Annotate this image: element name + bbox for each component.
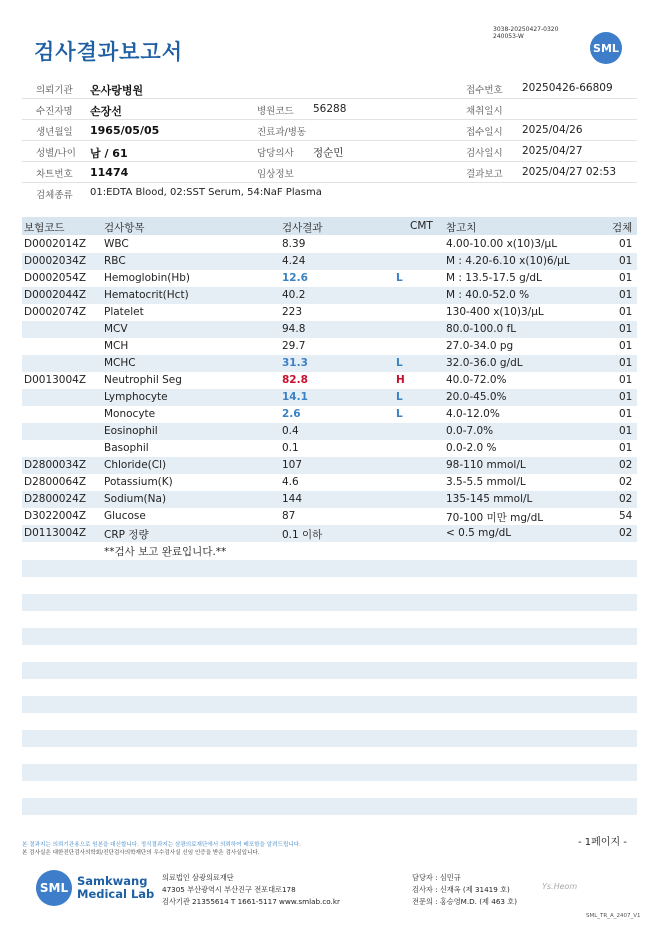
result-row [22, 253, 637, 270]
info-row [22, 162, 637, 183]
result-row [22, 236, 637, 253]
result-ref: 4.00-10.00 x(10)3/μL [446, 238, 558, 250]
result-item: CRP 정량 [104, 529, 149, 541]
report-value: 2025/04/27 02:53 [522, 166, 617, 178]
result-row [22, 287, 637, 304]
result-spec: 02 [619, 476, 633, 488]
result-code: D0002014Z [24, 238, 87, 250]
col-cmt: CMT [410, 220, 433, 232]
result-item: MCHC [104, 357, 136, 369]
result-item: Basophil [104, 442, 149, 454]
result-code: D0002044Z [24, 289, 87, 301]
specimen-label: 검체종류 [36, 190, 73, 201]
result-item: RBC [104, 255, 126, 267]
result-spec: 01 [619, 323, 633, 335]
receipt-date-label: 접수일시 [466, 127, 503, 138]
result-ref: M : 40.0-52.0 % [446, 289, 530, 301]
results-table [22, 236, 637, 559]
footer-notes [22, 841, 301, 857]
result-row [22, 491, 637, 508]
result-value: 40.2 [282, 289, 306, 301]
empty-row [22, 696, 637, 713]
staff-line3: 전문의 : 홍승영M.D. (제 463 호) [412, 897, 518, 906]
result-row [22, 355, 637, 372]
info-row [22, 183, 637, 204]
receipt-no-value: 20250426-66809 [522, 82, 613, 94]
empty-row [22, 730, 637, 747]
col-code: 보험코드 [24, 222, 65, 234]
doctor-value: 정순민 [313, 147, 344, 159]
test-date-value: 2025/04/27 [522, 145, 583, 157]
samkwang-logo-text [77, 875, 154, 901]
result-ref: M : 4.20-6.10 x(10)6/μL [446, 255, 570, 267]
result-value: 4.6 [282, 476, 299, 488]
result-row [22, 440, 637, 457]
result-item: MCV [104, 323, 128, 335]
result-code: D0113004Z [24, 527, 87, 539]
chart-label: 차트번호 [36, 169, 73, 180]
result-row [22, 508, 637, 525]
result-item: Monocyte [104, 408, 156, 420]
doctor-label: 담당의사 [257, 148, 294, 159]
result-spec: 01 [619, 357, 633, 369]
footer-note1: 본 결과지는 의뢰기관용으로 원본을 대신합니다. 정식결과지는 삼광의료재단에서 의뢰하여 배포함을 알려드립니다. [22, 842, 301, 848]
page-number: - 1페이지 - [578, 837, 627, 848]
result-ref: 40.0-72.0% [446, 374, 507, 386]
result-item: WBC [104, 238, 129, 250]
result-flag: L [396, 357, 403, 369]
col-item: 검사항목 [104, 222, 145, 234]
result-ref: 4.0-12.0% [446, 408, 500, 420]
document-code [493, 26, 558, 40]
result-row [22, 372, 637, 389]
addr-line2: 47305 부산광역시 부산진구 전포대로178 [162, 885, 296, 894]
result-value: 94.8 [282, 323, 306, 335]
dob-value: 1965/05/05 [90, 124, 160, 137]
result-flag: L [396, 391, 403, 403]
samkwang-logo [36, 870, 154, 906]
result-item: MCH [104, 340, 129, 352]
hospital-code-label: 병원코드 [257, 106, 294, 117]
result-spec: 01 [619, 238, 633, 250]
result-value: 87 [282, 510, 296, 522]
patient-label: 수진자명 [36, 106, 73, 117]
result-value: 82.8 [282, 374, 308, 386]
result-ref: 135-145 mmol/L [446, 493, 533, 505]
dob-label: 생년월일 [36, 127, 73, 138]
result-item: Eosinophil [104, 425, 158, 437]
result-item: Platelet [104, 306, 144, 318]
result-item: Neutrophil Seg [104, 374, 182, 386]
chart-value: 11474 [90, 166, 129, 179]
page-title: 검사결과보고서 [34, 40, 184, 64]
result-ref: 27.0-34.0 pg [446, 340, 514, 352]
test-date-label: 검사일시 [466, 148, 503, 159]
samkwang-logo-circle: SML [36, 870, 72, 906]
result-spec: 01 [619, 425, 633, 437]
info-row [22, 141, 637, 162]
result-spec: 02 [619, 527, 633, 539]
result-row [22, 542, 637, 559]
result-spec: 01 [619, 306, 633, 318]
result-ref: < 0.5 mg/dL [446, 527, 512, 539]
result-code: D2800064Z [24, 476, 87, 488]
result-spec: 01 [619, 340, 633, 352]
collect-label: 채취일시 [466, 106, 503, 117]
result-item: Hemoglobin(Hb) [104, 272, 191, 284]
result-row [22, 304, 637, 321]
info-row [22, 78, 637, 99]
result-value: 0.4 [282, 425, 299, 437]
result-code: D3022004Z [24, 510, 87, 522]
result-row [22, 321, 637, 338]
results-header [22, 217, 637, 235]
document-code-line1: 3038-20250427-0320 [493, 26, 559, 33]
clinical-label: 임상정보 [257, 169, 294, 180]
info-row [22, 99, 637, 120]
result-spec: 01 [619, 374, 633, 386]
result-item: Glucose [104, 510, 146, 522]
result-code: D0002034Z [24, 255, 87, 267]
result-ref: 80.0-100.0 fL [446, 323, 517, 335]
info-row [22, 120, 637, 141]
result-value: 107 [282, 459, 303, 471]
result-spec: 01 [619, 255, 633, 267]
result-item: Hematocrit(Hct) [104, 289, 189, 301]
result-spec: 02 [619, 459, 633, 471]
result-row [22, 406, 637, 423]
specimen-value: 01:EDTA Blood, 02:SST Serum, 54:NaF Plasma [90, 187, 322, 198]
result-spec: 01 [619, 289, 633, 301]
result-value: 4.24 [282, 255, 306, 267]
result-ref: 98-110 mmol/L [446, 459, 526, 471]
result-value: 144 [282, 493, 303, 505]
col-ref: 참고치 [446, 222, 477, 234]
patient-value: 손장선 [90, 105, 122, 118]
result-flag: H [396, 374, 405, 386]
result-item: Sodium(Na) [104, 493, 167, 505]
result-spec: 54 [619, 510, 633, 522]
sml-logo: SML [590, 32, 622, 64]
result-row [22, 389, 637, 406]
result-spec: 01 [619, 272, 633, 284]
empty-row [22, 662, 637, 679]
receipt-no-label: 접수번호 [466, 85, 503, 96]
staff-info [412, 872, 517, 908]
result-spec: 02 [619, 493, 633, 505]
addr-line3: 검사기관 21355614 T 1661-5117 www.smlab.co.kr [162, 897, 340, 906]
report-label: 결과보고 [466, 169, 503, 180]
result-item: Potassium(K) [104, 476, 173, 488]
result-ref: 3.5-5.5 mmol/L [446, 476, 526, 488]
result-value: 2.6 [282, 408, 301, 420]
patient-info [22, 78, 637, 204]
result-ref: 130-400 x(10)3/μL [446, 306, 544, 318]
logo-line2: Medical Lab [77, 887, 155, 901]
org-value: 온사랑병원 [90, 84, 144, 97]
result-ref: M : 13.5-17.5 g/dL [446, 272, 542, 284]
result-value: 31.3 [282, 357, 308, 369]
empty-rows [22, 560, 637, 832]
result-ref: 0.0-7.0% [446, 425, 494, 437]
result-row [22, 474, 637, 491]
document-code-line2: 240053-W [493, 33, 524, 40]
result-ref: 20.0-45.0% [446, 391, 507, 403]
result-spec: 01 [619, 408, 633, 420]
empty-row [22, 594, 637, 611]
col-spec: 검체 [612, 222, 633, 234]
result-row [22, 525, 637, 542]
footer-note2: 본 검사실은 대한진단검사의학회/진단검사의학재단의 우수검사실 신임 인증을 받은 검사실입니다. [22, 850, 260, 856]
empty-row [22, 764, 637, 781]
col-result: 검사결과 [282, 222, 323, 234]
result-row [22, 338, 637, 355]
result-value: 8.39 [282, 238, 306, 250]
staff-line1: 담당자 : 심민규 [412, 873, 461, 882]
result-item: Chloride(Cl) [104, 459, 167, 471]
sex-age-label: 성별/나이 [36, 148, 76, 159]
result-value: 12.6 [282, 272, 308, 284]
empty-row [22, 560, 637, 577]
result-row [22, 270, 637, 287]
addr-line1: 의료법인 삼광의료재단 [162, 873, 234, 882]
result-code: D0013004Z [24, 374, 87, 386]
result-spec: 01 [619, 442, 633, 454]
result-flag: L [396, 408, 403, 420]
sex-age-value: 남 / 61 [90, 147, 128, 160]
result-value: 14.1 [282, 391, 308, 403]
result-value: 29.7 [282, 340, 306, 352]
result-flag: L [396, 272, 403, 284]
logo-line1: Samkwang [77, 874, 148, 888]
receipt-date-value: 2025/04/26 [522, 124, 583, 136]
result-code: D2800024Z [24, 493, 87, 505]
result-value: 0.1 이하 [282, 529, 323, 541]
form-code: SML_TR_A_2407_V1 [586, 913, 641, 919]
result-item: Lymphocyte [104, 391, 168, 403]
result-item: **검사 보고 완료입니다.** [104, 546, 227, 558]
result-code: D0002074Z [24, 306, 87, 318]
result-value: 223 [282, 306, 303, 318]
result-row [22, 457, 637, 474]
staff-line2: 검사자 : 신재옥 (제 31419 호) [412, 885, 510, 894]
result-ref: 0.0-2.0 % [446, 442, 497, 454]
result-code: D0002054Z [24, 272, 87, 284]
empty-row [22, 798, 637, 815]
result-ref: 70-100 미만 mg/dL [446, 512, 544, 524]
empty-row [22, 628, 637, 645]
result-row [22, 423, 637, 440]
org-label: 의뢰기관 [36, 85, 73, 96]
result-code: D2800034Z [24, 459, 87, 471]
result-value: 0.1 [282, 442, 299, 454]
dept-label: 진료과/병동 [257, 127, 307, 138]
hospital-code-value: 56288 [313, 103, 347, 115]
signature: Ys.Heom [542, 882, 578, 891]
lab-address [162, 872, 340, 908]
result-spec: 01 [619, 391, 633, 403]
result-ref: 32.0-36.0 g/dL [446, 357, 523, 369]
